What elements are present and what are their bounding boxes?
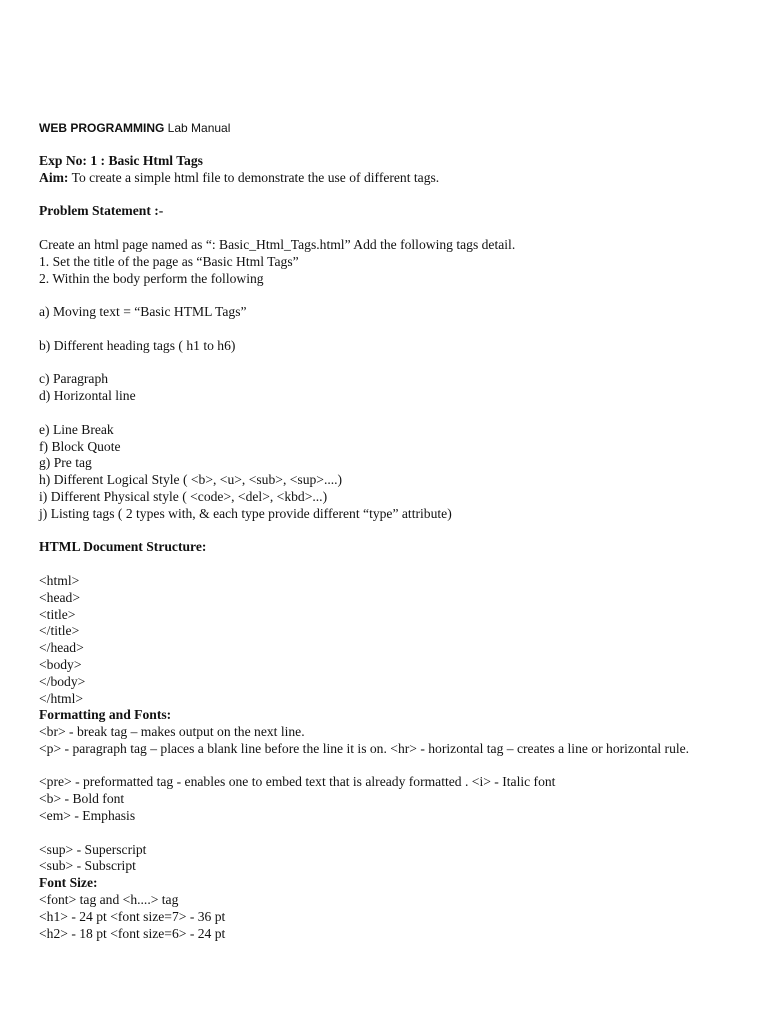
labeled-line <box>39 170 749 187</box>
text-line: </title> <box>39 623 80 639</box>
text-line: <body> <box>39 656 82 672</box>
text-line: <p> - paragraph tag – places a blank line before the line it is on. <hr> - horizontal tag – creates a line or horizontal rule. <box>39 740 690 756</box>
text-line: i) Different Physical style ( <code>, <del>, <kbd>...) <box>39 488 328 504</box>
text-line: </html> <box>39 690 84 706</box>
text-line: a) Moving text = “Basic HTML Tags” <box>39 304 247 320</box>
text-line: e) Line Break <box>39 421 114 437</box>
line-label: Aim: <box>39 169 69 185</box>
text-line: </body> <box>39 673 86 689</box>
text-line: 1. Set the title of the page as “Basic Html Tags” <box>39 253 299 269</box>
line-text: To create a simple html file to demonstrate the use of different tags. <box>71 169 440 185</box>
blank-line <box>39 287 749 304</box>
text-line: 2. Within the body perform the following <box>39 270 264 286</box>
header-course-title: WEB PROGRAMMING <box>39 121 165 135</box>
running-header <box>39 120 230 136</box>
text-line: <h2> - 18 pt <font size=6> - 24 pt <box>39 925 226 941</box>
blank-line <box>39 758 749 775</box>
text-line: <sup> - Superscript <box>39 841 147 857</box>
text-line: <sub> - Subscript <box>39 858 136 874</box>
text-line: <head> <box>39 589 80 605</box>
blank-line <box>39 405 749 422</box>
text-line: Create an html page named as “: Basic_Html_Tags.html” Add the following tags detail. <box>39 236 516 252</box>
section-heading <box>39 875 749 892</box>
text-line: b) Different heading tags ( h1 to h6) <box>39 337 236 353</box>
text-line: c) Paragraph <box>39 371 109 387</box>
text-line: j) Listing tags ( 2 types with, & each type provide different “type” attribute) <box>39 505 452 521</box>
text-line: <br> - break tag – makes output on the next line. <box>39 724 305 740</box>
section-heading <box>39 707 749 724</box>
text-line: g) Pre tag <box>39 455 92 471</box>
blank-line <box>39 220 749 237</box>
text-line: <font> tag and <h....> tag <box>39 892 179 908</box>
text-line: <pre> - preformatted tag - enables one to embed text that is already formatted . <i> - Italic font <box>39 774 556 790</box>
section-heading-text: HTML Document Structure: <box>39 539 207 555</box>
text-line: f) Block Quote <box>39 438 121 454</box>
section-heading <box>39 153 749 170</box>
blank-line <box>39 355 749 372</box>
text-line: <em> - Emphasis <box>39 808 136 824</box>
blank-line <box>39 523 749 540</box>
text-line: <title> <box>39 606 76 622</box>
section-heading-text: Problem Statement :- <box>39 203 164 219</box>
text-line: </head> <box>39 640 84 656</box>
blank-line <box>39 321 749 338</box>
text-line: <b> - Bold font <box>39 791 125 807</box>
section-heading-text: Font Size: <box>39 875 98 891</box>
text-line: d) Horizontal line <box>39 388 136 404</box>
text-line: <h1> - 24 pt <font size=7> - 36 pt <box>39 908 226 924</box>
section-heading <box>39 203 749 220</box>
blank-line <box>39 187 749 204</box>
section-heading-text: Exp No: 1 : Basic Html Tags <box>39 153 203 168</box>
document-body <box>39 153 749 942</box>
header-subtitle: Lab Manual <box>167 121 231 135</box>
section-heading-text: Formatting and Fonts: <box>39 707 172 723</box>
text-line: h) Different Logical Style ( <b>, <u>, <sub>, <sup>....) <box>39 472 343 488</box>
blank-line <box>39 556 749 573</box>
section-heading <box>39 539 749 556</box>
blank-line <box>39 825 749 842</box>
text-line: <html> <box>39 572 80 588</box>
